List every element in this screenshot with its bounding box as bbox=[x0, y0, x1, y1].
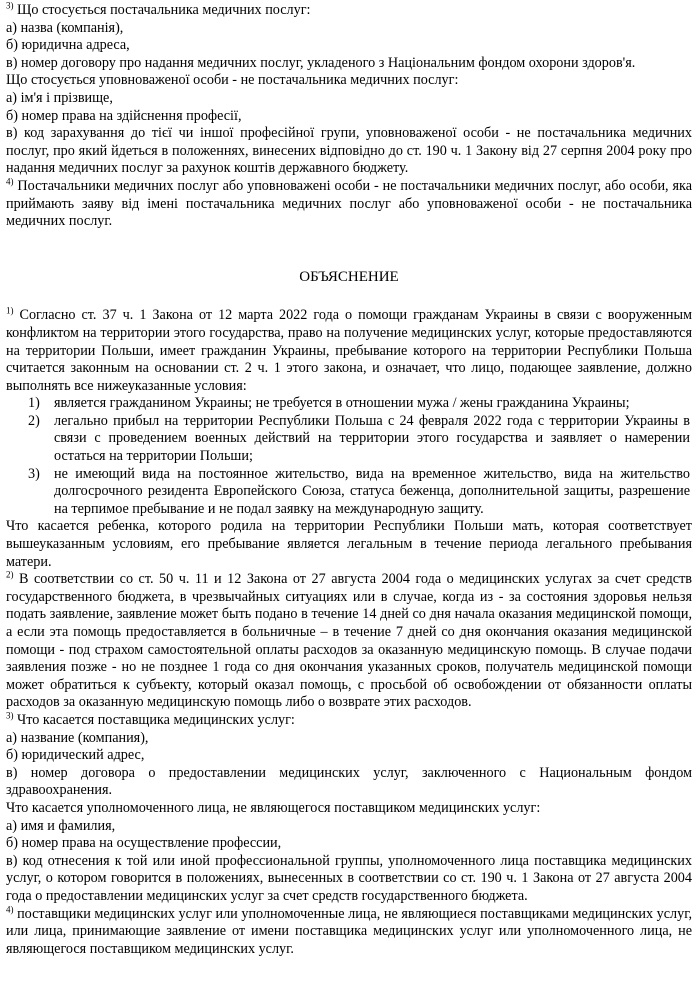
ua-authorized-heading: Що стосується уповноваженої особи - не постачальника медичних послуг: bbox=[6, 72, 459, 89]
conditions-list bbox=[6, 395, 692, 518]
ru-footnote-2: $^{2)}$ В соответствии со ст. 50 ч. 11 и 12 Закона от 27 августа 2004 года о медицинских услугах за счет средств государственного бюджета, в чрезвычайных ситуациях или в случае, когда из - за состояния здоровья нельзя подать заявление, заявление может быть подано в течение 14 дней со дня начала оказания медицинской помощи, а если эта помощь предоставляется в больничные – в течение 7 дней со дня окончания оказания медицинской помощи - под страхом самостоятельной оплаты расходов за оказанную медицинскую помощь. В случае подачи заявления позже - но не позднее 1 года со дня окончания указанных сроков, получатель медицинской помощи может обратиться к субъекту, который оказал помощь, с просьбой об освобождении от обязанности оплаты расходов за оказанную медицинскую помощь либо о возврате этих расходов. bbox=[6, 569, 693, 711]
ru-provider-name: а) название (компания), bbox=[6, 729, 149, 746]
document-page bbox=[6, 2, 692, 958]
ua-provider-name: а) назва (компанія), bbox=[6, 19, 124, 36]
ru-authorized-name: а) имя и фамилия, bbox=[6, 817, 116, 834]
ru-provider-contract: в) номер договора о предоставлении медицинских услуг, заключенного с Национальным фондом здравоохранения. bbox=[6, 764, 692, 799]
ua-provider-contract: в) номер договору про надання медичних послуг, укладеного з Національним фондом охорони здоров'я. bbox=[6, 54, 636, 71]
ru-child-paragraph: Что касается ребенка, которого родила на территории Республики Польши мать, которая соответствует вышеуказанным условиям, его пребывание является легальным в течение периода легального пребывания матери. bbox=[6, 518, 692, 570]
ru-authorized-code: в) код отнесения к той или иной профессиональной группы, уполномоченного лица поставщика медицинских услуг, о котором говорится в положениях, вынесенных в соответствии со ст. 190 ч. 1 Закона от 27 августа 2004 года о предоставлении медицинских услуг за счет средств государственного бюджета. bbox=[6, 852, 692, 904]
ru-footnote-4: $^{4)}$ поставщики медицинских услуг или уполномоченные лица, не являющиеся поставщиками медицинских услуг, или лица, принимающие заявление от имени поставщика медицинских услуг или уполномоченного лица, не являющегося поставщиком медицинских услуг. bbox=[6, 903, 692, 957]
ru-provider-address: б) юридический адрес, bbox=[6, 747, 145, 764]
ua-footnote-3-heading: $^{3)}$ Що стосується постачальника медичних послуг: bbox=[6, 0, 311, 18]
ua-authorized-code: в) код зарахування до тієї чи іншої професійної групи, уповноваженої особи - не постачальника медичних послуг, про який йдеться в положеннях, винесених відповідно до ст. 190 ч. 1 Закону від 27 серпня 2004 року про надання медичних послуг за рахунок коштів державного бюджету. bbox=[6, 125, 692, 177]
section-title: ОБЪЯСНЕНИЕ bbox=[299, 268, 399, 285]
footnote-mark: 1) bbox=[6, 305, 14, 316]
list-item: 3) не имеющий вида на постоянное жительство, вида на временное жительство, вида на жительство долгосрочного резидента Европейского Союза, статуса беженца, дополнительной защиты, разрешение на терпимое пребывание и не подал заявку на международную защиту. bbox=[28, 465, 690, 517]
footnote-mark: 4) bbox=[6, 903, 14, 914]
ru-footnote-1: $^{1)}$ Согласно ст. 37 ч. 1 Закона от 12 марта 2022 года о помощи гражданам Украины в связи с вооруженным конфликтом на территории этого государства, право на получение медицинских услуг, которые предоставляются на территории Польши, имеет гражданин Украины, пребывание которого на территории Республики Польша считается законным на основании ст. 2 ч. 1 этого закона, и означает, что лицо, подающее заявление, должно выполнять все нижеуказанные условия: bbox=[6, 305, 693, 394]
list-item: 2) легально прибыл на территории Республики Польша с 24 февраля 2022 года с территории Украины в связи с проведением военных действий на территории этого государства и заявляет о намерении остаться на территории Польши; bbox=[28, 412, 690, 465]
ua-authorized-license: б) номер права на здійснення професії, bbox=[6, 107, 242, 124]
list-item: 1) является гражданином Украины; не требуется в отношении мужа / жены гражданина Украины; bbox=[28, 395, 630, 412]
footnote-mark: 4) bbox=[6, 176, 14, 187]
footnote-mark: 3) bbox=[6, 0, 14, 11]
ua-authorized-name: а) ім'я і прізвище, bbox=[6, 89, 113, 106]
ru-authorized-license: б) номер права на осуществление профессии, bbox=[6, 835, 282, 852]
ua-provider-address: б) юридична адреса, bbox=[6, 37, 130, 54]
footnote-mark: 3) bbox=[6, 710, 14, 721]
ru-authorized-heading: Что касается уполномоченного лица, не являющегося поставщиком медицинских услуг: bbox=[6, 799, 541, 816]
ru-footnote-3-heading: $^{3)}$ Что касается поставщика медицинских услуг: bbox=[6, 710, 295, 728]
ua-footnote-4: $^{4)}$ Постачальники медичних послуг або уповноважені особи - не постачальники медичних послуг, або особи, яка приймають заяву від імені постачальника медичних послуг або уповноваженої особи - не постачальника медичних послуг. bbox=[6, 176, 693, 230]
footnote-mark: 2) bbox=[6, 569, 14, 580]
